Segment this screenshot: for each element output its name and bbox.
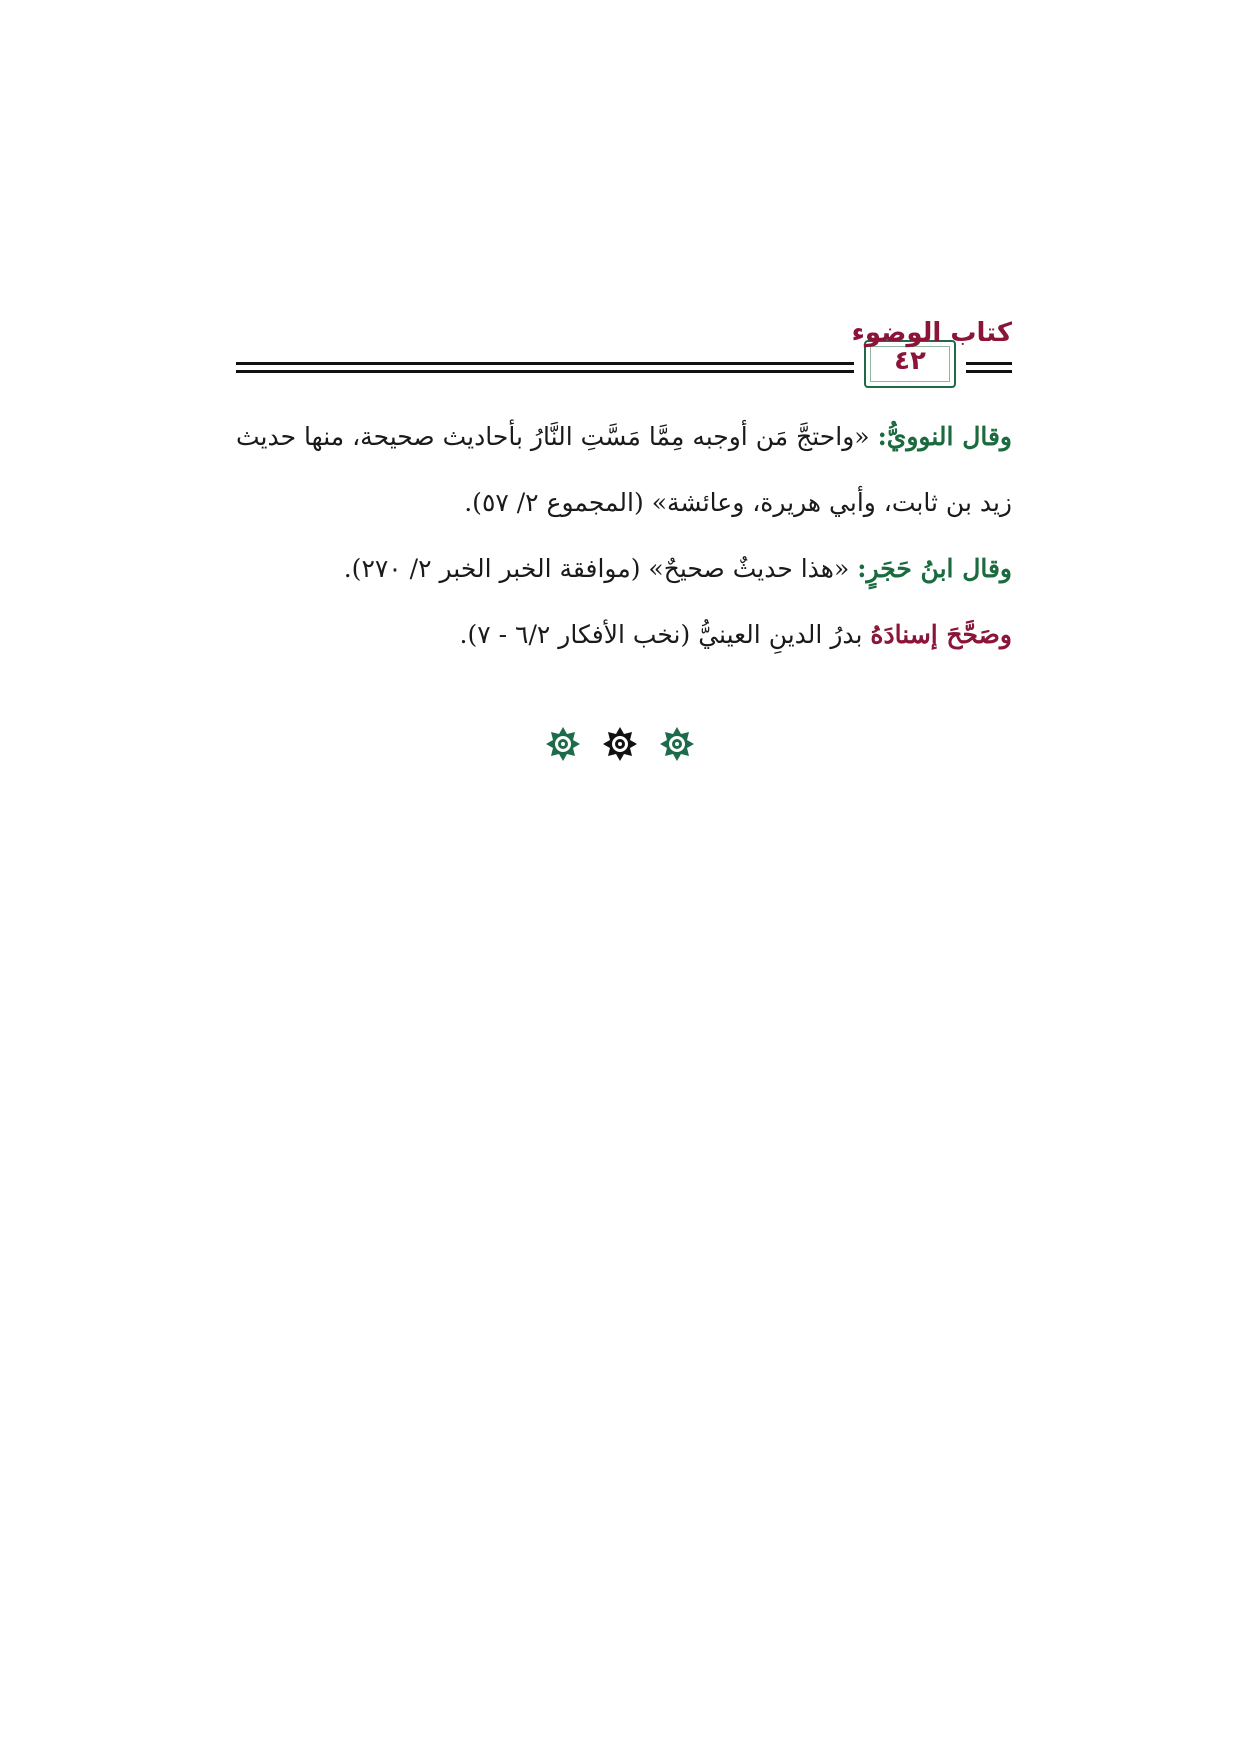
- header-rule: [966, 370, 1012, 373]
- page-header: [236, 318, 1012, 390]
- header-rule: [236, 362, 854, 365]
- green-star-ornament-icon: [659, 726, 695, 762]
- book-title: كتاب الوضوء: [851, 318, 1012, 348]
- header-rule: [236, 370, 854, 373]
- paragraph-text: بدرُ الدينِ العينيُّ (نخب الأفكار ٦/٢ - ٧).: [459, 620, 871, 649]
- page-body: [236, 404, 1012, 668]
- black-star-ornament-icon: [602, 726, 638, 762]
- paragraph-text: «واحتجَّ مَن أوجبه مِمَّا مَسَّتِ النَّارُ بأحاديث صحيحة، منها حديث زيد بن ثابت، وأبي هريرة، وعائشة» (المجموع ٢/ ٥٧).: [236, 422, 1012, 517]
- speaker-label: وصَحَّحَ إسنادَهُ: [870, 620, 1012, 649]
- section-end-ornaments: [0, 726, 1240, 762]
- paragraph-text: «هذا حديثٌ صحيحٌ» (موافقة الخبر الخبر ٢/ ٢٧٠).: [343, 554, 858, 583]
- paragraph-nawawi: [236, 404, 1012, 536]
- page-number: ٤٢: [894, 346, 926, 376]
- paragraph-ibn-hajar: [236, 536, 1012, 602]
- paragraph-ayni: [236, 602, 1012, 668]
- green-star-ornament-icon: [545, 726, 581, 762]
- speaker-label: وقال ابنُ حَجَرٍ:: [857, 554, 1012, 583]
- speaker-label: وقال النوويُّ:: [877, 422, 1012, 451]
- header-rule: [966, 362, 1012, 365]
